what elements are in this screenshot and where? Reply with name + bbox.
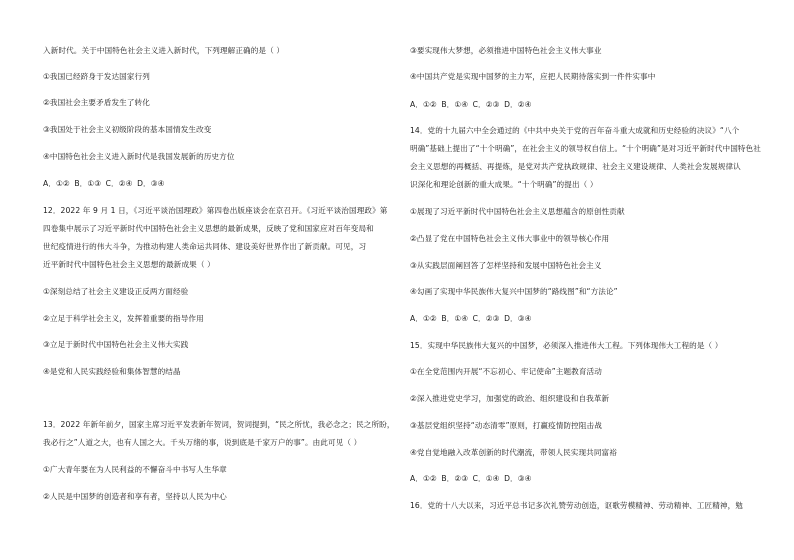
q14-option-3: ③从实践层面阐回答了怎样坚持和发展中国特色社会主义 (410, 261, 602, 270)
q12-stem-line-1: 12．2022 年 9 月 1 日，《习近平谈治国理政》第四卷出版座谈会在京召开。《习近平谈治国理政》第 (43, 206, 388, 215)
q11-option-2: ②我国社会主要矛盾发生了转化 (43, 98, 150, 107)
q11-option-3: ③我国处于社会主义初级阶段的基本国情发生改变 (43, 125, 212, 134)
q15-option-2: ②深入推进党史学习，加强党的政治、组织建设和自我革新 (410, 394, 610, 403)
q15-option-1: ①在全党范围内开展“不忘初心、牢记使命”主题教育活动 (410, 367, 602, 376)
q14-answer-choices: A．①② B．①④ C．②③ D．③④ (410, 314, 532, 323)
q13-option-4: ④中国共产党是实现中国梦的主力军，应把人民期待落实到一件件实事中 (410, 72, 656, 81)
q14-stem-line-1: 14．党的十九届六中全会通过的《中共中央关于党的百年奋斗重大成就和历史经验的决议》“八个 (410, 126, 740, 135)
q13-option-2: ②人民是中国梦的创造者和享有者，坚持以人民为中心 (43, 492, 227, 501)
q11-option-4: ④中国特色社会主义进入新时代是我国发展新的历史方位 (43, 152, 235, 161)
q12-option-2: ②立足于科学社会主义，发挥着重要的指导作用 (43, 314, 204, 323)
q15-answer-choices: A．①② B．②③ C．①④ D．③④ (410, 474, 532, 483)
q12-option-4: ④是党和人民实践经验和集体智慧的结晶 (43, 367, 181, 376)
q14-stem-line-2: 明确”基础上提出了“十个明确”，在社会主义的领导权自信上。“十个明确”是对习近平新时代中国特色社 (410, 144, 761, 153)
q13-stem-line-1: 13．2022 年新年前夕，国家主席习近平发表新年贺词，贺词提到，“民之所忧，我必念之；民之所盼， (43, 420, 395, 429)
q11-answer-choices: A．①② B．①③ C．②④ D．③④ (43, 179, 165, 188)
q12-stem-line-4: 近平新时代中国特色社会主义思想的最新成果（ ） (43, 260, 215, 269)
q15-option-3: ③基层党组织坚持“动态清零”原则，打赢疫情防控阻击战 (410, 421, 602, 430)
q14-option-4: ④勾画了实现中华民族伟大复兴中国梦的“路线图”和“方法论” (410, 287, 618, 296)
q13-option-3: ③要实现伟大梦想，必须推进中国特色社会主义伟大事业 (410, 46, 602, 55)
q14-stem-line-3: 会主义思想的再概括、再提炼，是党对共产党执政规律、社会主义建设规律、人类社会发展规律认 (410, 162, 741, 171)
q14-stem-line-4: 识深化和理论创新的重大成果。“十个明确”的提出（ ） (410, 180, 598, 189)
q15-option-4: ④党自觉地融入改革创新的时代潮流，带领人民实现共同富裕 (410, 448, 617, 457)
q12-option-3: ③立足于新时代中国特色社会主义伟大实践 (43, 340, 189, 349)
q15-stem: 15．实现中华民族伟大复兴的中国梦，必须深入推进伟大工程。下列体现伟大工程的是（ ） (410, 341, 723, 350)
q13-option-1: ①广大青年要在为人民利益的不懈奋斗中书写人生华章 (43, 465, 227, 474)
q14-option-2: ②凸显了党在中国特色社会主义伟大事业中的领导核心作用 (410, 234, 610, 243)
q16-stem-line-1: 16．党的十八大以来，习近平总书记多次礼赞劳动创造，讴歌劳模精神、劳动精神、工匠精神，勉 (410, 501, 743, 510)
q11-stem-tail: 入新时代。关于中国特色社会主义进入新时代，下列理解正确的是（ ） (43, 46, 285, 55)
q11-option-1: ①我国已经跻身于发达国家行列 (43, 72, 150, 81)
q12-option-1: ①深刻总结了社会主义建设正反两方面经验 (43, 287, 189, 296)
q12-stem-line-2: 四卷集中展示了习近平新时代中国特色社会主义思想的最新成果，反映了党和国家应对百年变局和 (43, 224, 374, 233)
q14-option-1: ①展现了习近平新时代中国特色社会主义思想蕴含的原创性贡献 (410, 207, 625, 216)
q12-stem-line-3: 世纪疫情进行的伟大斗争，为推动构建人类命运共同体、建设美好世界作出了新贡献。可见，习 (43, 242, 367, 251)
q13-stem-line-2: 我必行之”人道之大，也有人国之大。千头万绪的事，说到底是千家万户的事”。由此可见（ ） (43, 438, 362, 447)
q13-answer-choices: A．①② B．①④ C．②③ D．②④ (410, 100, 532, 109)
